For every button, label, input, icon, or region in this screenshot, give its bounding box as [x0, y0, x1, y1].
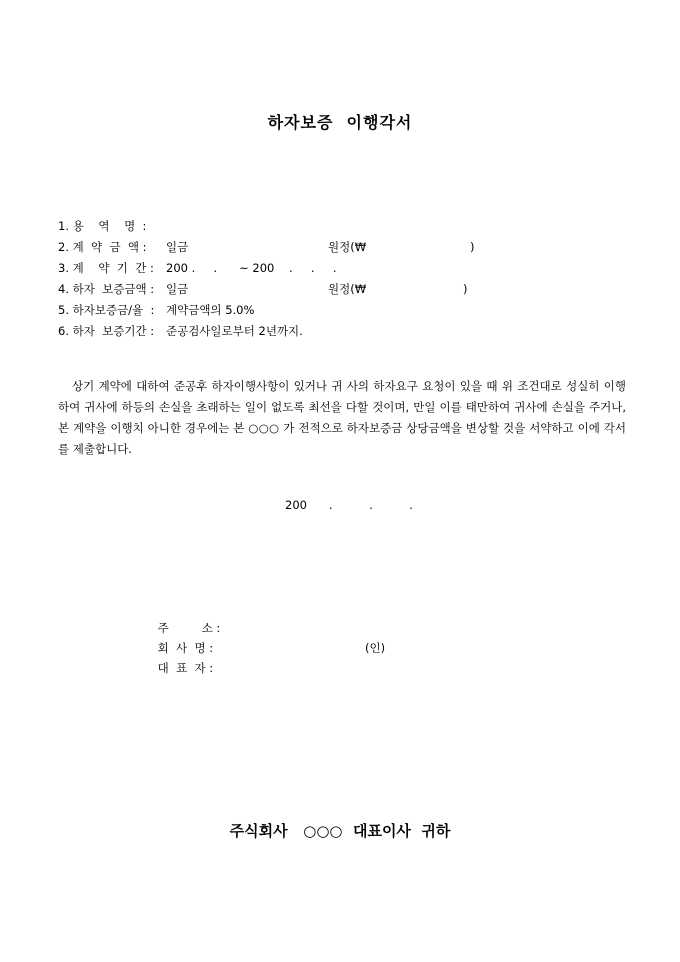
field-warranty-amount: [58, 279, 658, 300]
representative-label: 대 표 자 :: [157, 661, 214, 675]
field-value: 일금: [166, 282, 189, 296]
address-row: [143, 598, 543, 635]
field-label: 5. 하자보증금/율 :: [58, 303, 155, 317]
address-label: 주 소 :: [157, 621, 221, 635]
field-label: 1. 용 역 명 :: [58, 219, 147, 233]
field-amount-close: ): [463, 282, 468, 296]
field-service-name: [58, 216, 658, 237]
field-value: 일금: [166, 240, 189, 254]
field-label: 3. 계 약 기 간 :: [58, 261, 154, 275]
document-date: 200 . . .: [285, 498, 413, 512]
contract-fields: [58, 216, 658, 342]
field-label: 4. 하자 보증금액 :: [58, 282, 155, 296]
field-contract-period: [58, 258, 658, 279]
document-title: 하자보증 이행각서: [267, 113, 413, 132]
representative-row: [143, 638, 543, 675]
field-amount-won: 원정(₩: [328, 282, 367, 296]
field-amount-close: ): [470, 240, 475, 254]
pledge-paragraph: 상기 계약에 대하여 준공후 하자이행사항이 있거나 귀 사의 하자요구 요청이 있을 때 위 조건대로 성실히 이행하여 귀사에 하등의 손실을 초래하는 일이 없도록 최선을 다할 것이며, 만일 이를 태만하여 귀사에 손실을 주거나, 본 계약을 이행치 아니한 경우에는 본 ○○○ 가 전적으로 하자보증금 상당금액을 변상할 것을 서약하고 이에 각서를 제출합니다.: [58, 379, 626, 456]
company-row: [143, 618, 543, 655]
field-label: 2. 계 약 금 액 :: [58, 240, 147, 254]
field-warranty-period: [58, 321, 658, 342]
field-label: 6. 하자 보증기간 :: [58, 324, 155, 338]
field-warranty-rate: [58, 300, 658, 321]
company-label: 회 사 명 :: [157, 641, 214, 655]
signature-block: [143, 598, 543, 675]
field-value: 계약금액의 5.0%: [166, 303, 255, 317]
seal-mark: (인): [365, 641, 386, 655]
recipient-line: 주식회사 ○○○ 대표이사 귀하: [229, 822, 451, 840]
field-amount-won: 원정(₩: [328, 240, 367, 254]
field-value: 준공검사일로부터 2년까지.: [166, 324, 303, 338]
field-value: 200 . . ~ 200 . . .: [166, 261, 337, 275]
field-contract-amount: [58, 237, 658, 258]
